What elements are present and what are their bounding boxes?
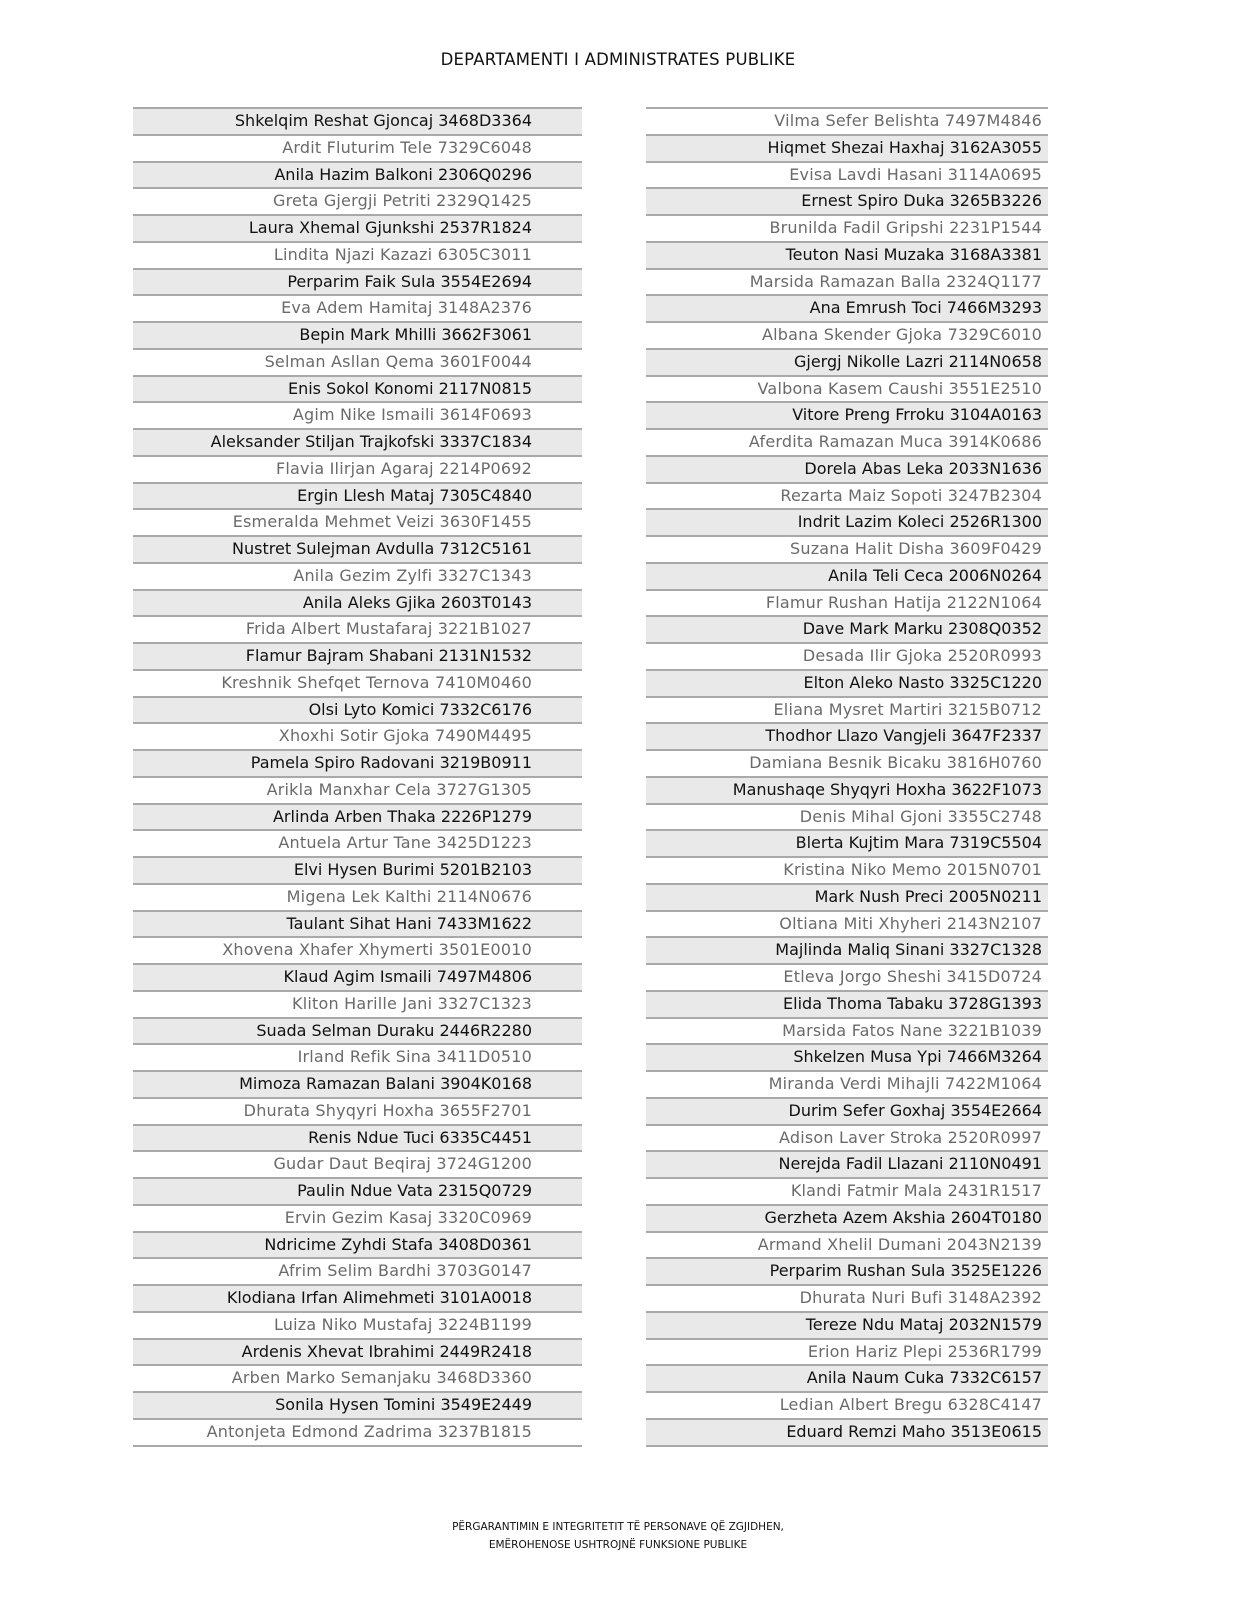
list-item: Kristina Niko Memo 2015N0701 xyxy=(646,856,1048,883)
list-item: Ledian Albert Bregu 6328C4147 xyxy=(646,1391,1048,1418)
column-bottom-rule xyxy=(133,1445,582,1447)
column-bottom-rule xyxy=(646,1445,1048,1447)
list-item: Rezarta Maiz Sopoti 3247B2304 xyxy=(646,482,1048,509)
list-item: Eva Adem Hamitaj 3148A2376 xyxy=(133,294,582,321)
list-item: Suada Selman Duraku 2446R2280 xyxy=(133,1017,582,1044)
list-item: Anila Hazim Balkoni 2306Q0296 xyxy=(133,161,582,188)
list-item: Damiana Besnik Bicaku 3816H0760 xyxy=(646,749,1048,776)
list-item: Durim Sefer Goxhaj 3554E2664 xyxy=(646,1097,1048,1124)
list-item: Kliton Harille Jani 3327C1323 xyxy=(133,990,582,1017)
list-item: Olsi Lyto Komici 7332C6176 xyxy=(133,696,582,723)
list-item: Denis Mihal Gjoni 3355C2748 xyxy=(646,803,1048,830)
list-item: Ardit Fluturim Tele 7329C6048 xyxy=(133,134,582,161)
list-item: Majlinda Maliq Sinani 3327C1328 xyxy=(646,936,1048,963)
list-item: Oltiana Miti Xhyheri 2143N2107 xyxy=(646,910,1048,937)
list-item: Vilma Sefer Belishta 7497M4846 xyxy=(646,107,1048,134)
list-item: Ergin Llesh Mataj 7305C4840 xyxy=(133,482,582,509)
list-item: Dorela Abas Leka 2033N1636 xyxy=(646,455,1048,482)
list-item: Erion Hariz Plepi 2536R1799 xyxy=(646,1338,1048,1365)
list-item: Enis Sokol Konomi 2117N0815 xyxy=(133,375,582,402)
list-item: Frida Albert Mustafaraj 3221B1027 xyxy=(133,615,582,642)
list-item: Migena Lek Kalthi 2114N0676 xyxy=(133,883,582,910)
list-item: Bepin Mark Mhilli 3662F3061 xyxy=(133,321,582,348)
list-item: Eduard Remzi Maho 3513E0615 xyxy=(646,1418,1048,1445)
list-item: Klaud Agim Ismaili 7497M4806 xyxy=(133,963,582,990)
list-item: Gerzheta Azem Akshia 2604T0180 xyxy=(646,1204,1048,1231)
list-item: Laura Xhemal Gjunkshi 2537R1824 xyxy=(133,214,582,241)
list-item: Sonila Hysen Tomini 3549E2449 xyxy=(133,1391,582,1418)
list-item: Aleksander Stiljan Trajkofski 3337C1834 xyxy=(133,428,582,455)
list-item: Antonjeta Edmond Zadrima 3237B1815 xyxy=(133,1418,582,1445)
list-item: Selman Asllan Qema 3601F0044 xyxy=(133,348,582,375)
list-item: Valbona Kasem Caushi 3551E2510 xyxy=(646,375,1048,402)
list-item: Indrit Lazim Koleci 2526R1300 xyxy=(646,508,1048,535)
list-item: Pamela Spiro Radovani 3219B0911 xyxy=(133,749,582,776)
list-item: Hiqmet Shezai Haxhaj 3162A3055 xyxy=(646,134,1048,161)
list-item: Xhovena Xhafer Xhymerti 3501E0010 xyxy=(133,936,582,963)
list-item: Elvi Hysen Burimi 5201B2103 xyxy=(133,856,582,883)
list-item: Esmeralda Mehmet Veizi 3630F1455 xyxy=(133,508,582,535)
list-item: Tereze Ndu Mataj 2032N1579 xyxy=(646,1311,1048,1338)
list-item: Arlinda Arben Thaka 2226P1279 xyxy=(133,803,582,830)
list-item: Ervin Gezim Kasaj 3320C0969 xyxy=(133,1204,582,1231)
list-item: Manushaqe Shyqyri Hoxha 3622F1073 xyxy=(646,776,1048,803)
list-item: Klodiana Irfan Alimehmeti 3101A0018 xyxy=(133,1284,582,1311)
list-item: Perparim Faik Sula 3554E2694 xyxy=(133,268,582,295)
list-item: Xhoxhi Sotir Gjoka 7490M4495 xyxy=(133,722,582,749)
list-item: Nerejda Fadil Llazani 2110N0491 xyxy=(646,1150,1048,1177)
list-item: Perparim Rushan Sula 3525E1226 xyxy=(646,1257,1048,1284)
list-item: Arikla Manxhar Cela 3727G1305 xyxy=(133,776,582,803)
list-item: Shkelzen Musa Ypi 7466M3264 xyxy=(646,1043,1048,1070)
list-item: Paulin Ndue Vata 2315Q0729 xyxy=(133,1177,582,1204)
page-title: DEPARTAMENTI I ADMINISTRATES PUBLIKE xyxy=(440,50,796,69)
page-footer xyxy=(0,1518,1236,1554)
list-item: Blerta Kujtim Mara 7319C5504 xyxy=(646,829,1048,856)
list-item: Vitore Preng Frroku 3104A0163 xyxy=(646,401,1048,428)
list-item: Desada Ilir Gjoka 2520R0993 xyxy=(646,642,1048,669)
left-name-list xyxy=(133,107,582,1447)
list-item: Mimoza Ramazan Balani 3904K0168 xyxy=(133,1070,582,1097)
list-item: Flamur Bajram Shabani 2131N1532 xyxy=(133,642,582,669)
list-item: Anila Teli Ceca 2006N0264 xyxy=(646,562,1048,589)
list-item: Renis Ndue Tuci 6335C4451 xyxy=(133,1124,582,1151)
list-item: Mark Nush Preci 2005N0211 xyxy=(646,883,1048,910)
list-item: Greta Gjergji Petriti 2329Q1425 xyxy=(133,187,582,214)
list-item: Marsida Ramazan Balla 2324Q1177 xyxy=(646,268,1048,295)
list-item: Teuton Nasi Muzaka 3168A3381 xyxy=(646,241,1048,268)
list-item: Adison Laver Stroka 2520R0997 xyxy=(646,1124,1048,1151)
list-item: Flavia Ilirjan Agaraj 2214P0692 xyxy=(133,455,582,482)
list-item: Shkelqim Reshat Gjoncaj 3468D3364 xyxy=(133,107,582,134)
list-item: Klandi Fatmir Mala 2431R1517 xyxy=(646,1177,1048,1204)
list-item: Brunilda Fadil Gripshi 2231P1544 xyxy=(646,214,1048,241)
list-item: Ana Emrush Toci 7466M3293 xyxy=(646,294,1048,321)
list-item: Eliana Mysret Martiri 3215B0712 xyxy=(646,696,1048,723)
list-item: Dave Mark Marku 2308Q0352 xyxy=(646,615,1048,642)
list-item: Ndricime Zyhdi Stafa 3408D0361 xyxy=(133,1231,582,1258)
list-item: Anila Naum Cuka 7332C6157 xyxy=(646,1364,1048,1391)
list-item: Gjergj Nikolle Lazri 2114N0658 xyxy=(646,348,1048,375)
list-item: Etleva Jorgo Sheshi 3415D0724 xyxy=(646,963,1048,990)
list-item: Marsida Fatos Nane 3221B1039 xyxy=(646,1017,1048,1044)
list-item: Ardenis Xhevat Ibrahimi 2449R2418 xyxy=(133,1338,582,1365)
list-item: Antuela Artur Tane 3425D1223 xyxy=(133,829,582,856)
list-item: Miranda Verdi Mihajli 7422M1064 xyxy=(646,1070,1048,1097)
list-item: Armand Xhelil Dumani 2043N2139 xyxy=(646,1231,1048,1258)
list-item: Agim Nike Ismaili 3614F0693 xyxy=(133,401,582,428)
list-item: Nustret Sulejman Avdulla 7312C5161 xyxy=(133,535,582,562)
footer-line-1: PËRGARANTIMIN E INTEGRITETIT TË PERSONAVE QË ZGJIDHEN, xyxy=(452,1521,784,1533)
list-item: Taulant Sihat Hani 7433M1622 xyxy=(133,910,582,937)
list-item: Thodhor Llazo Vangjeli 3647F2337 xyxy=(646,722,1048,749)
list-item: Luiza Niko Mustafaj 3224B1199 xyxy=(133,1311,582,1338)
list-item: Aferdita Ramazan Muca 3914K0686 xyxy=(646,428,1048,455)
list-item: Albana Skender Gjoka 7329C6010 xyxy=(646,321,1048,348)
list-item: Dhurata Nuri Bufi 3148A2392 xyxy=(646,1284,1048,1311)
list-item: Ernest Spiro Duka 3265B3226 xyxy=(646,187,1048,214)
list-item: Lindita Njazi Kazazi 6305C3011 xyxy=(133,241,582,268)
list-item: Irland Refik Sina 3411D0510 xyxy=(133,1043,582,1070)
list-item: Dhurata Shyqyri Hoxha 3655F2701 xyxy=(133,1097,582,1124)
list-item: Evisa Lavdi Hasani 3114A0695 xyxy=(646,161,1048,188)
list-item: Arben Marko Semanjaku 3468D3360 xyxy=(133,1364,582,1391)
list-item: Gudar Daut Beqiraj 3724G1200 xyxy=(133,1150,582,1177)
list-item: Anila Aleks Gjika 2603T0143 xyxy=(133,589,582,616)
list-item: Elton Aleko Nasto 3325C1220 xyxy=(646,669,1048,696)
list-item: Flamur Rushan Hatija 2122N1064 xyxy=(646,589,1048,616)
right-name-list xyxy=(646,107,1048,1447)
footer-line-2: EMËROHENOSE USHTROJNË FUNKSIONE PUBLIKE xyxy=(488,1539,748,1551)
list-item: Elida Thoma Tabaku 3728G1393 xyxy=(646,990,1048,1017)
list-item: Suzana Halit Disha 3609F0429 xyxy=(646,535,1048,562)
list-item: Afrim Selim Bardhi 3703G0147 xyxy=(133,1257,582,1284)
list-item: Anila Gezim Zylfi 3327C1343 xyxy=(133,562,582,589)
list-item: Kreshnik Shefqet Ternova 7410M0460 xyxy=(133,669,582,696)
